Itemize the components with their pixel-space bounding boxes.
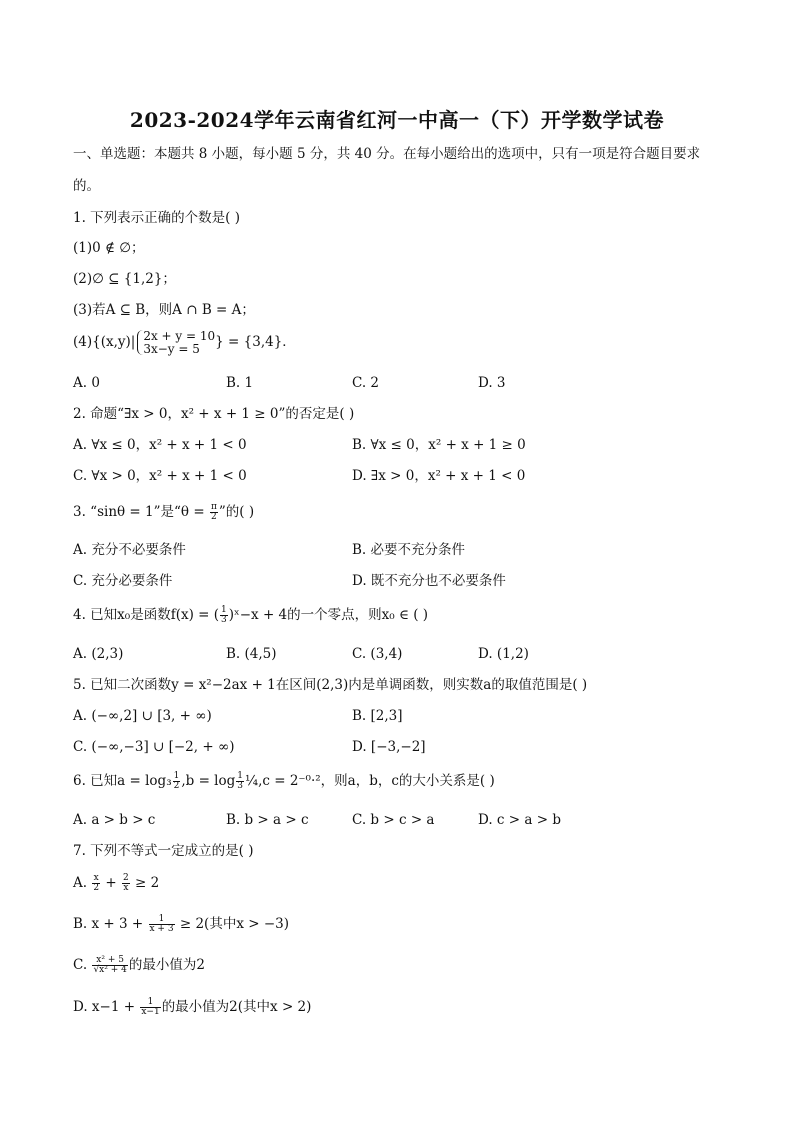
q7-option-a xyxy=(73,874,159,893)
q6-option-b: B. b > a > c xyxy=(226,812,309,828)
q4-frac-den: 3 xyxy=(221,615,227,625)
q6-option-a: A. a > b > c xyxy=(73,812,156,828)
section-header-cont: 的。 xyxy=(73,178,100,194)
q7-b-fraction xyxy=(149,915,175,934)
q6-f1-num: 1 xyxy=(173,771,180,781)
q7-a-f2-den: x xyxy=(123,883,129,893)
q7-d-prefix: D. x−1 + xyxy=(73,999,140,1015)
q3-frac-den: 2 xyxy=(211,512,217,522)
q1-statement-2: (2)∅ ⊆ {1,2}； xyxy=(73,271,176,287)
q7-a-suffix: ≥ 2 xyxy=(130,875,160,891)
q7-a-fraction-1 xyxy=(92,874,100,893)
q1-statement-4 xyxy=(73,330,296,355)
q7-option-d xyxy=(73,998,311,1017)
q2-option-d: D. ∃x > 0，x² + x + 1 < 0 xyxy=(352,468,526,484)
q6-fraction-1 xyxy=(173,772,181,791)
q4-frac-num: 1 xyxy=(221,605,227,615)
q7-d-f-num: 1 xyxy=(140,998,160,1008)
q7-stem: 7. 下列不等式一定成立的是( ) xyxy=(73,843,254,859)
q5-option-d: D. [−3,−2] xyxy=(352,739,426,755)
q3-option-c: C. 充分必要条件 xyxy=(73,573,173,589)
q1-statement-3: (3)若A ⊆ B，则A ∩ B = A； xyxy=(73,302,255,318)
q4-stem-b: )ˣ−x + 4的一个零点，则x₀ ∈ ( ) xyxy=(228,607,429,623)
q7-b-f-den: x + 3 xyxy=(149,924,174,934)
q3-stem-b: ”的( ) xyxy=(218,504,255,520)
q4-stem xyxy=(73,606,428,625)
q7-d-fraction xyxy=(140,998,160,1017)
q5-stem: 5. 已知二次函数y = x²−2ax + 1在区间(2,3)内是单调函数，则实数a的取值范围是( ) xyxy=(73,677,588,693)
q1-stem: 1. 下列表示正确的个数是( ) xyxy=(73,210,240,226)
section-header: 一、单选题：本题共 8 小题，每小题 5 分，共 40 分。在每小题给出的选项中，只有一项是符合题目要求 xyxy=(73,146,701,162)
q1-statement-1: (1)0 ∉ ∅； xyxy=(73,240,145,256)
q6-stem-c: ¼,c = 2⁻⁰·²，则a，b，c的大小关系是( ) xyxy=(245,773,495,789)
q6-f2-num: 1 xyxy=(237,771,244,781)
q3-fraction xyxy=(210,503,218,522)
q7-a-f2-num: 2 xyxy=(122,873,129,883)
q5-option-b: B. [2,3] xyxy=(352,708,403,724)
q7-d-suffix: 的最小值为2(其中x > 2) xyxy=(161,999,312,1015)
q7-c-suffix: 的最小值为2 xyxy=(128,957,205,973)
q4-option-a: A. (2,3) xyxy=(73,646,124,662)
q7-d-f-den: x−1 xyxy=(141,1007,160,1017)
q6-f2-den: 3 xyxy=(237,781,244,791)
q6-option-c: C. b > c > a xyxy=(352,812,435,828)
q7-a-f1-num: x xyxy=(93,873,99,883)
q1-s4-suffix: } = {3,4}． xyxy=(215,334,296,351)
q3-stem xyxy=(73,503,254,522)
q6-stem-a: 6. 已知a = log₃ xyxy=(73,773,172,789)
q3-stem-a: 3. “sinθ = 1”是“θ = xyxy=(73,504,209,520)
q1-equation-system xyxy=(137,330,215,355)
q3-option-a: A. 充分不必要条件 xyxy=(73,542,186,558)
q2-stem: 2. 命题“∃x > 0，x² + x + 1 ≥ 0”的否定是( ) xyxy=(73,406,355,422)
q4-fraction xyxy=(220,606,228,625)
q2-option-b: B. ∀x ≤ 0，x² + x + 1 ≥ 0 xyxy=(352,437,526,453)
q1-eq2: 3x−y = 5 xyxy=(143,341,200,356)
q7-b-suffix: ≥ 2(其中x > −3) xyxy=(175,916,290,932)
q3-frac-num: π xyxy=(210,502,217,512)
q7-option-b xyxy=(73,915,289,934)
q7-c-fraction xyxy=(92,956,127,975)
q6-option-d: D. c > a > b xyxy=(478,812,561,828)
q1-option-d: D. 3 xyxy=(478,375,506,391)
q4-option-c: C. (3,4) xyxy=(352,646,403,662)
q1-option-a: A. 0 xyxy=(73,375,100,391)
page-title: 2023-2024学年云南省红河一中高一（下）开学数学试卷 xyxy=(129,108,665,132)
q6-stem-b: ,b = log xyxy=(181,773,236,789)
q5-option-a: A. (−∞,2] ∪ [3, + ∞) xyxy=(73,708,212,724)
q4-stem-a: 4. 已知x₀是函数f(x) = ( xyxy=(73,607,220,623)
q3-option-b: B. 必要不充分条件 xyxy=(352,542,466,558)
q3-option-d: D. 既不充分也不必要条件 xyxy=(352,573,506,589)
q6-fraction-2 xyxy=(236,772,244,791)
q4-option-d: D. (1,2) xyxy=(478,646,529,662)
q2-option-a: A. ∀x ≤ 0，x² + x + 1 < 0 xyxy=(73,437,247,453)
q5-option-c: C. (−∞,−3] ∪ [−2, + ∞) xyxy=(73,739,235,755)
q7-option-c xyxy=(73,956,205,975)
q7-c-prefix: C. xyxy=(73,957,92,973)
q1-option-c: C. 2 xyxy=(352,375,380,391)
q1-s4-prefix: (4){(x,y)| xyxy=(73,334,136,351)
q7-b-f-num: 1 xyxy=(149,915,175,925)
q6-stem xyxy=(73,772,495,791)
q4-option-b: B. (4,5) xyxy=(226,646,277,662)
q1-eq1: 2x + y = 10 xyxy=(143,329,216,343)
q7-c-f-den: √x² + 4 xyxy=(93,965,127,975)
q2-option-c: C. ∀x > 0，x² + x + 1 < 0 xyxy=(73,468,247,484)
q7-a-mid: + xyxy=(101,875,121,891)
q7-a-fraction-2 xyxy=(122,874,130,893)
q7-c-f-num: x² + 5 xyxy=(92,956,127,966)
q6-f1-den: 2 xyxy=(173,781,180,791)
q7-b-prefix: B. x + 3 + xyxy=(73,916,148,932)
q7-a-prefix: A. xyxy=(73,875,92,891)
q7-a-f1-den: 2 xyxy=(93,883,100,893)
q1-option-b: B. 1 xyxy=(226,375,254,391)
